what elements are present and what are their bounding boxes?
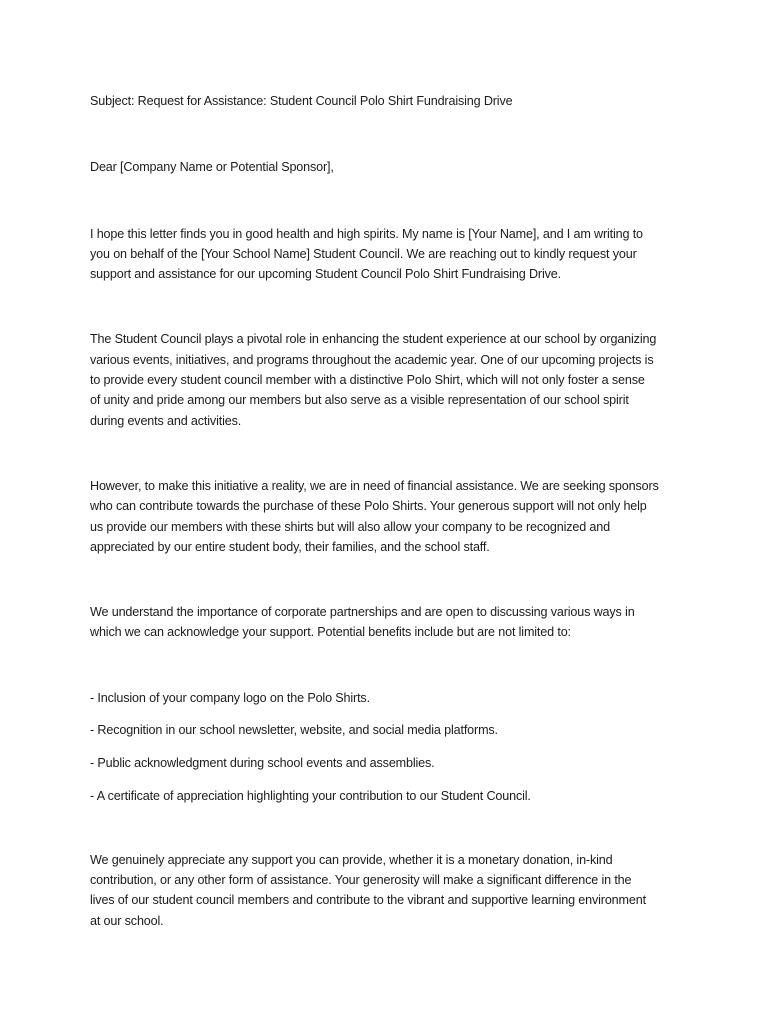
paragraph-line: who can contribute towards the purchase of these Polo Shirts. Your generous support will not only help — [90, 499, 647, 514]
paragraph-line: We genuinely appreciate any support you can provide, whether it is a monetary donation, in-kind — [90, 852, 613, 867]
paragraph-line: We understand the importance of corporate partnerships and are open to discussing various ways in — [90, 605, 635, 620]
paragraph-line: during events and activities. — [90, 413, 242, 428]
salutation: Dear [Company Name or Potential Sponsor], — [90, 160, 334, 175]
paragraph-line: However, to make this initiative a reality, we are in need of financial assistance. We are seeking sponsors — [90, 478, 659, 493]
paragraph-partnerships — [90, 602, 690, 643]
paragraph-appreciation — [90, 850, 690, 931]
paragraph-line: support and assistance for our upcoming Student Council Polo Shirt Fundraising Drive. — [90, 267, 561, 282]
paragraph-line: at our school. — [90, 913, 164, 928]
paragraph-line: to provide every student council member with a distinctive Polo Shirt, which will not only foster a sense — [90, 373, 645, 388]
benefits-list — [90, 688, 690, 806]
paragraph-line: contribution, or any other form of assistance. Your generosity will make a significant difference in the — [90, 873, 632, 888]
list-item: - Inclusion of your company logo on the Polo Shirts. — [90, 690, 370, 705]
list-item: - Public acknowledgment during school events and assemblies. — [90, 755, 435, 770]
paragraph-line: I hope this letter finds you in good health and high spirits. My name is [Your Name], and I am writing to — [90, 226, 643, 241]
paragraph-introduction — [90, 224, 690, 285]
paragraph-student-council-role — [90, 329, 690, 430]
paragraph-line: us provide our members with these shirts but will also allow your company to be recognized and — [90, 519, 610, 534]
paragraph-line: lives of our student council members and contribute to the vibrant and supportive learning environment — [90, 893, 646, 908]
paragraph-financial-assistance — [90, 476, 690, 557]
paragraph-line: of unity and pride among our members but also serve as a visible representation of our school spirit — [90, 393, 629, 408]
paragraph-line: which we can acknowledge your support. Potential benefits include but are not limited to: — [90, 625, 571, 640]
paragraph-line: various events, initiatives, and programs throughout the academic year. One of our upcoming projects is — [90, 352, 654, 367]
list-item: - A certificate of appreciation highlighting your contribution to our Student Council. — [90, 788, 531, 803]
subject-line: Subject: Request for Assistance: Student Council Polo Shirt Fundraising Drive — [90, 94, 513, 108]
list-item: - Recognition in our school newsletter, website, and social media platforms. — [90, 723, 498, 738]
paragraph-line: The Student Council plays a pivotal role in enhancing the student experience at our school by organizing — [90, 332, 657, 347]
paragraph-line: appreciated by our entire student body, their families, and the school staff. — [90, 539, 490, 554]
letter-body — [90, 91, 690, 976]
paragraph-line: you on behalf of the [Your School Name] Student Council. We are reaching out to kindly request your — [90, 246, 637, 261]
